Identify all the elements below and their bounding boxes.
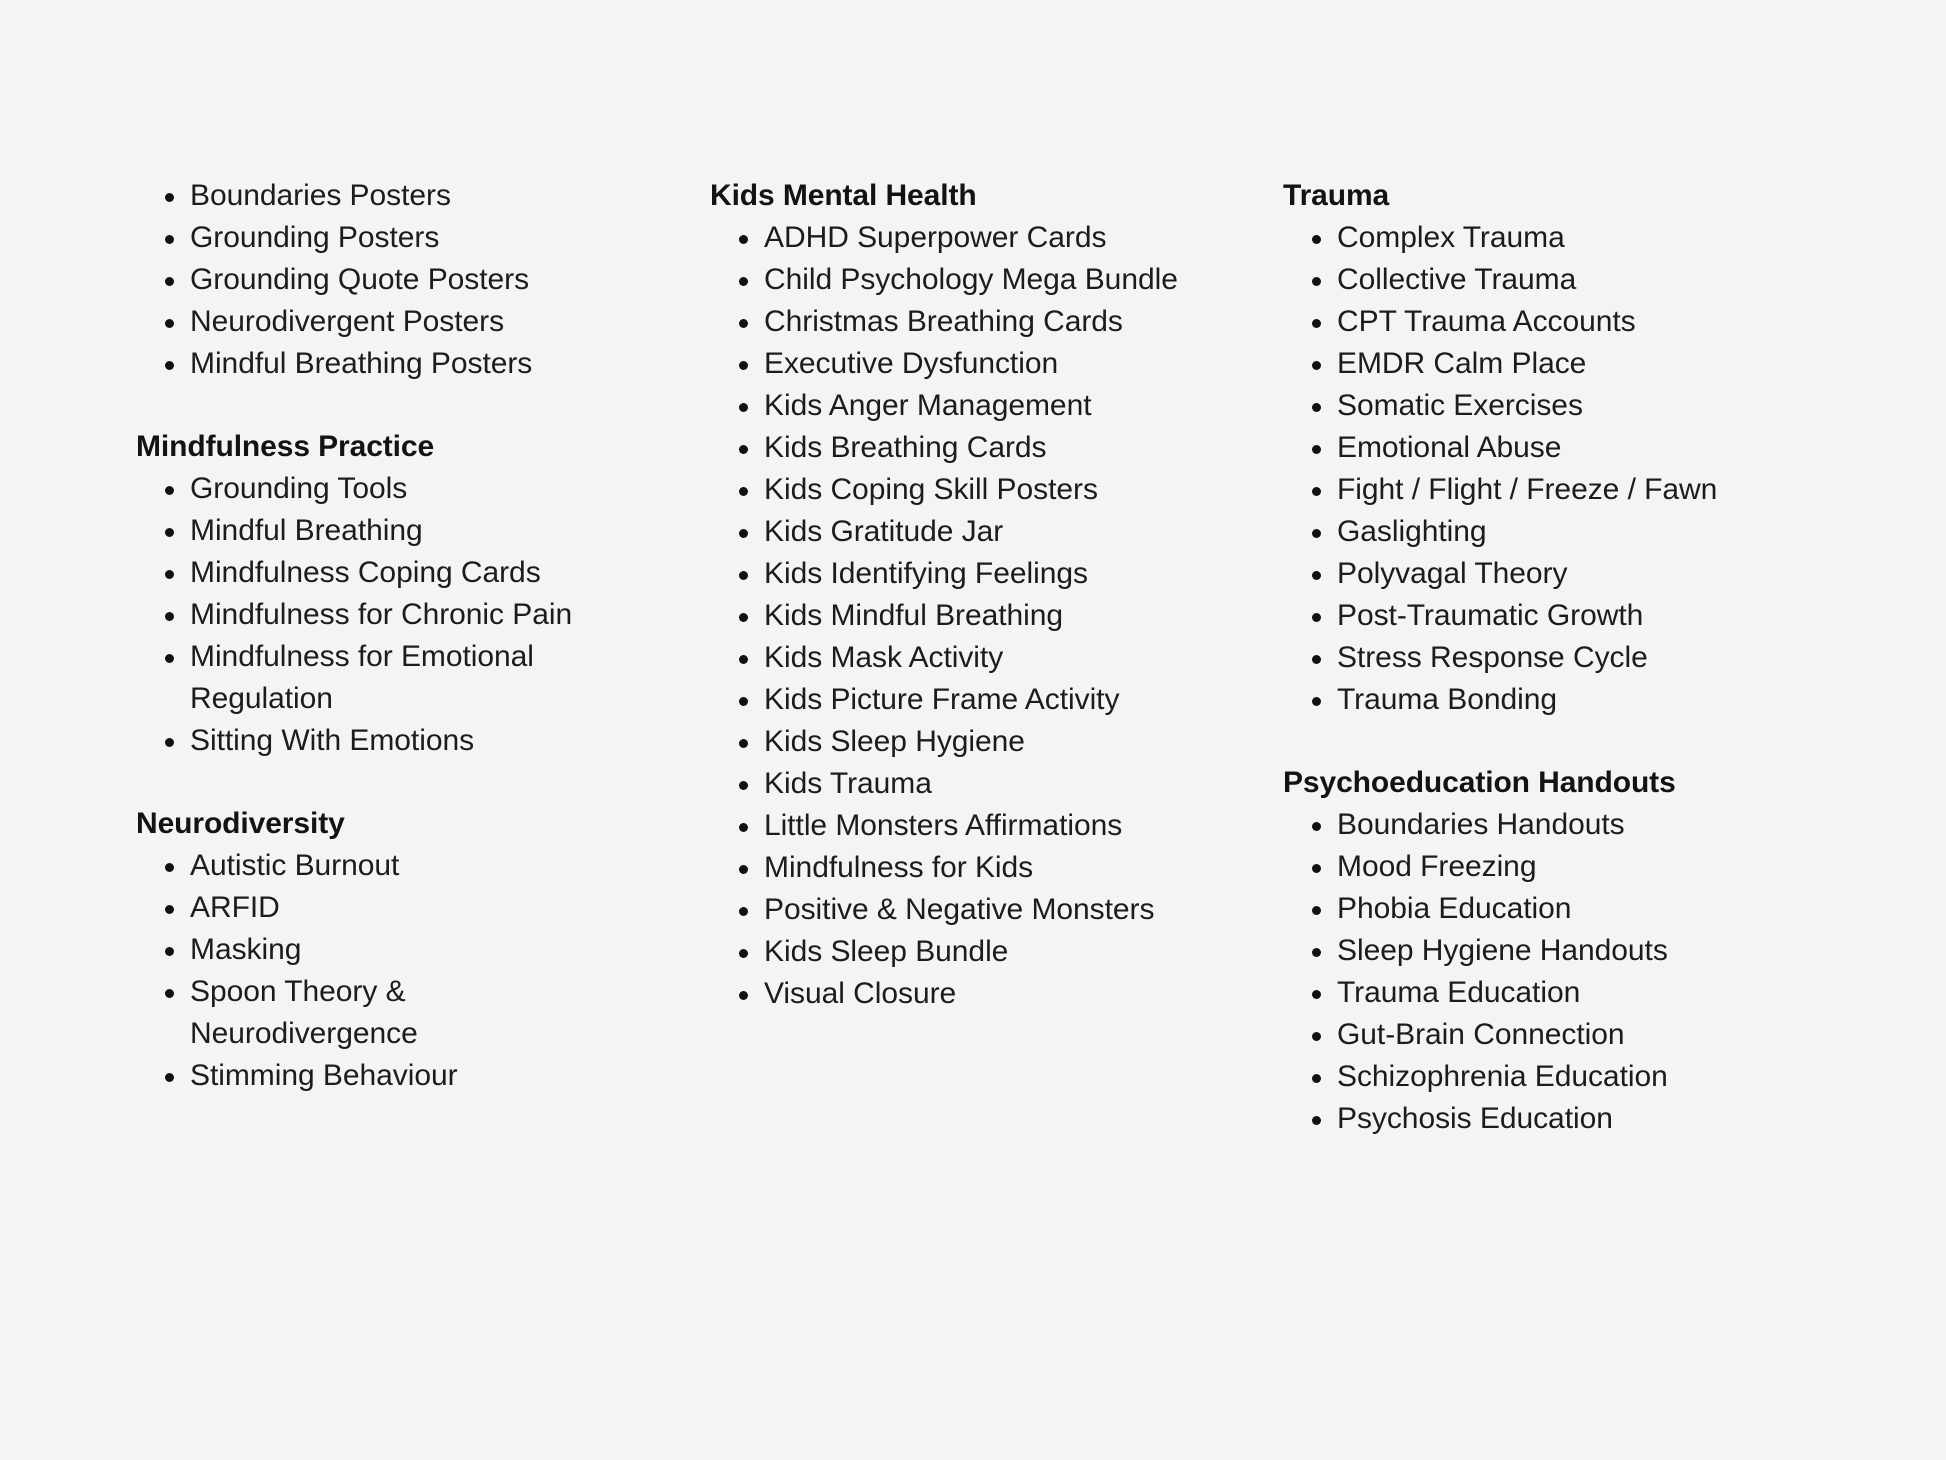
- list-item-label: Emotional Abuse: [1337, 431, 1562, 464]
- section-list: [136, 468, 606, 762]
- section-heading: Mindfulness Practice: [136, 430, 435, 463]
- list-item-label: ADHD Superpower Cards: [764, 221, 1107, 254]
- list-item-label: Kids Trauma: [764, 767, 932, 800]
- list-item[interactable]: [136, 887, 606, 929]
- bullet-icon: [1312, 319, 1321, 328]
- bullet-icon: [1312, 906, 1321, 915]
- list-item-label: Stimming Behaviour: [190, 1059, 458, 1092]
- list-item-label: Masking: [190, 933, 302, 966]
- section-list: [136, 175, 606, 385]
- bullet-icon: [165, 989, 174, 998]
- list-item[interactable]: [710, 595, 1210, 637]
- list-item-label: Grounding Quote Posters: [190, 263, 530, 296]
- list-item-label: Stress Response Cycle: [1337, 641, 1648, 674]
- list-item-label: ARFID: [190, 891, 280, 924]
- bullet-icon: [1312, 990, 1321, 999]
- list-item-label: Gaslighting: [1337, 515, 1487, 548]
- bullet-icon: [1312, 1116, 1321, 1125]
- list-item[interactable]: [1283, 1098, 1843, 1140]
- list-item[interactable]: [1283, 511, 1843, 553]
- list-item-label: Kids Breathing Cards: [764, 431, 1047, 464]
- catalog-section: [1283, 175, 1843, 721]
- list-item-label: Kids Anger Management: [764, 389, 1092, 422]
- list-item[interactable]: [710, 259, 1210, 301]
- list-item-label: Psychosis Education: [1337, 1102, 1613, 1135]
- list-item-label: Little Monsters Affirmations: [764, 809, 1123, 842]
- bullet-icon: [1312, 487, 1321, 496]
- list-item[interactable]: [136, 552, 606, 594]
- list-item[interactable]: [710, 763, 1210, 805]
- bullet-icon: [1312, 403, 1321, 412]
- list-item-label: Schizophrenia Education: [1337, 1060, 1668, 1093]
- list-item[interactable]: [1283, 427, 1843, 469]
- list-item[interactable]: [710, 385, 1210, 427]
- list-item[interactable]: [710, 427, 1210, 469]
- bullet-icon: [739, 613, 748, 622]
- list-item-label: Mindful Breathing Posters: [190, 347, 533, 380]
- list-item[interactable]: [710, 637, 1210, 679]
- list-item[interactable]: [1283, 259, 1843, 301]
- bullet-icon: [1312, 235, 1321, 244]
- list-item-label: Kids Mask Activity: [764, 641, 1004, 674]
- bullet-icon: [739, 529, 748, 538]
- list-item-label: Somatic Exercises: [1337, 389, 1583, 422]
- list-item-label: Phobia Education: [1337, 892, 1572, 925]
- bullet-icon: [739, 697, 748, 706]
- list-item[interactable]: [710, 553, 1210, 595]
- list-item-label: Mindfulness for Kids: [764, 851, 1034, 884]
- bullet-icon: [739, 445, 748, 454]
- catalog-section: [136, 426, 606, 762]
- list-item-label: Sitting With Emotions: [190, 724, 475, 757]
- catalog-section: [1283, 762, 1843, 1140]
- section-list: [1283, 804, 1843, 1140]
- bullet-icon: [739, 655, 748, 664]
- list-item-label: Positive & Negative Monsters: [764, 893, 1155, 926]
- bullet-icon: [1312, 655, 1321, 664]
- bullet-icon: [1312, 571, 1321, 580]
- bullet-icon: [739, 949, 748, 958]
- list-item-label: Executive Dysfunction: [764, 347, 1059, 380]
- list-item[interactable]: [710, 721, 1210, 763]
- section-heading: Trauma: [1283, 179, 1390, 212]
- list-item[interactable]: [136, 217, 606, 259]
- list-item[interactable]: [710, 469, 1210, 511]
- list-item[interactable]: [710, 805, 1210, 847]
- bullet-icon: [1312, 445, 1321, 454]
- list-item[interactable]: [1283, 637, 1843, 679]
- list-item[interactable]: [1283, 385, 1843, 427]
- column-1: [136, 175, 606, 1097]
- list-item-label: Trauma Education: [1337, 976, 1581, 1009]
- bullet-icon: [739, 781, 748, 790]
- list-item-label: Mindfulness for Emotional Regulation: [190, 640, 534, 715]
- list-item[interactable]: [1283, 595, 1843, 637]
- bullet-icon: [165, 486, 174, 495]
- list-item-label: Collective Trauma: [1337, 263, 1577, 296]
- list-item-label: CPT Trauma Accounts: [1337, 305, 1636, 338]
- bullet-icon: [739, 991, 748, 1000]
- list-item[interactable]: [136, 343, 606, 385]
- list-item-label: Mindfulness Coping Cards: [190, 556, 541, 589]
- list-item-label: Spoon Theory & Neurodivergence: [190, 975, 418, 1050]
- list-item[interactable]: [1283, 301, 1843, 343]
- list-item[interactable]: [1283, 804, 1843, 846]
- section-list: [136, 845, 606, 1097]
- bullet-icon: [739, 487, 748, 496]
- list-item-label: Kids Coping Skill Posters: [764, 473, 1098, 506]
- list-item-label: Kids Sleep Bundle: [764, 935, 1009, 968]
- bullet-icon: [165, 612, 174, 621]
- list-item[interactable]: [136, 594, 606, 636]
- bullet-icon: [1312, 864, 1321, 873]
- list-item[interactable]: [1283, 1014, 1843, 1056]
- list-item[interactable]: [136, 175, 606, 217]
- list-item[interactable]: [136, 929, 606, 971]
- list-item[interactable]: [710, 301, 1210, 343]
- bullet-icon: [739, 277, 748, 286]
- list-item-label: Grounding Tools: [190, 472, 408, 505]
- list-item-label: Kids Picture Frame Activity: [764, 683, 1120, 716]
- list-item-label: Christmas Breathing Cards: [764, 305, 1123, 338]
- list-item-label: Fight / Flight / Freeze / Fawn: [1337, 473, 1718, 506]
- list-item-label: Gut-Brain Connection: [1337, 1018, 1625, 1051]
- list-item[interactable]: [1283, 553, 1843, 595]
- list-item[interactable]: [136, 468, 606, 510]
- bullet-icon: [1312, 822, 1321, 831]
- list-item[interactable]: [136, 301, 606, 343]
- bullet-icon: [739, 907, 748, 916]
- list-item[interactable]: [710, 679, 1210, 721]
- bullet-icon: [165, 947, 174, 956]
- list-item[interactable]: [710, 931, 1210, 973]
- bullet-icon: [165, 863, 174, 872]
- list-item[interactable]: [136, 720, 606, 762]
- bullet-icon: [1312, 361, 1321, 370]
- list-item[interactable]: [136, 845, 606, 887]
- list-item-label: Child Psychology Mega Bundle: [764, 263, 1178, 296]
- list-item[interactable]: [710, 343, 1210, 385]
- list-item[interactable]: [1283, 1056, 1843, 1098]
- section-list: [710, 217, 1210, 1015]
- list-item[interactable]: [1283, 343, 1843, 385]
- list-item[interactable]: [1283, 469, 1843, 511]
- catalog-section: [710, 175, 1210, 1015]
- list-item-label: Neurodivergent Posters: [190, 305, 505, 338]
- bullet-icon: [739, 319, 748, 328]
- list-item[interactable]: [710, 511, 1210, 553]
- list-item[interactable]: [1283, 217, 1843, 259]
- catalog-columns: [0, 175, 1946, 1375]
- list-item[interactable]: [1283, 972, 1843, 1014]
- bullet-icon: [739, 823, 748, 832]
- list-item[interactable]: [1283, 930, 1843, 972]
- list-item-label: Mindful Breathing: [190, 514, 423, 547]
- list-item[interactable]: [1283, 846, 1843, 888]
- catalog-section: [136, 175, 606, 385]
- list-item-label: Kids Mindful Breathing: [764, 599, 1064, 632]
- bullet-icon: [739, 235, 748, 244]
- list-item-label: Mindfulness for Chronic Pain: [190, 598, 573, 631]
- list-item[interactable]: [136, 1055, 606, 1097]
- list-item[interactable]: [136, 510, 606, 552]
- list-item-label: Kids Gratitude Jar: [764, 515, 1004, 548]
- list-item[interactable]: [1283, 888, 1843, 930]
- bullet-icon: [165, 235, 174, 244]
- bullet-icon: [739, 739, 748, 748]
- bullet-icon: [165, 570, 174, 579]
- catalog-section: [136, 803, 606, 1097]
- list-item[interactable]: [710, 847, 1210, 889]
- bullet-icon: [1312, 613, 1321, 622]
- list-item[interactable]: [136, 259, 606, 301]
- list-item-label: Kids Sleep Hygiene: [764, 725, 1025, 758]
- list-item-label: Mood Freezing: [1337, 850, 1537, 883]
- bullet-icon: [165, 738, 174, 747]
- bullet-icon: [165, 654, 174, 663]
- bullet-icon: [1312, 277, 1321, 286]
- bullet-icon: [165, 277, 174, 286]
- bullet-icon: [739, 361, 748, 370]
- list-item[interactable]: [136, 971, 606, 1055]
- column-2: [710, 175, 1210, 1015]
- bullet-icon: [1312, 948, 1321, 957]
- bullet-icon: [1312, 1074, 1321, 1083]
- bullet-icon: [739, 865, 748, 874]
- bullet-icon: [1312, 529, 1321, 538]
- bullet-icon: [165, 319, 174, 328]
- list-item-label: Boundaries Posters: [190, 179, 451, 212]
- list-item-label: Visual Closure: [764, 977, 957, 1010]
- bullet-icon: [1312, 1032, 1321, 1041]
- list-item-label: Sleep Hygiene Handouts: [1337, 934, 1668, 967]
- list-item-label: Grounding Posters: [190, 221, 440, 254]
- list-item-label: Post-Traumatic Growth: [1337, 599, 1644, 632]
- bullet-icon: [165, 905, 174, 914]
- list-item-label: EMDR Calm Place: [1337, 347, 1587, 380]
- list-item-label: Trauma Bonding: [1337, 683, 1557, 716]
- list-item-label: Boundaries Handouts: [1337, 808, 1625, 841]
- list-item[interactable]: [710, 973, 1210, 1015]
- bullet-icon: [739, 571, 748, 580]
- list-item-label: Polyvagal Theory: [1337, 557, 1568, 590]
- list-item[interactable]: [136, 636, 606, 720]
- section-heading: Neurodiversity: [136, 807, 345, 840]
- list-item-label: Complex Trauma: [1337, 221, 1565, 254]
- bullet-icon: [739, 403, 748, 412]
- list-item[interactable]: [1283, 679, 1843, 721]
- list-item-label: Kids Identifying Feelings: [764, 557, 1088, 590]
- section-list: [1283, 217, 1843, 721]
- bullet-icon: [165, 1073, 174, 1082]
- section-heading: Psychoeducation Handouts: [1283, 766, 1676, 799]
- bullet-icon: [165, 193, 174, 202]
- bullet-icon: [165, 361, 174, 370]
- list-item[interactable]: [710, 217, 1210, 259]
- bullet-icon: [165, 528, 174, 537]
- column-3: [1283, 175, 1843, 1140]
- section-heading: Kids Mental Health: [710, 179, 977, 212]
- list-item-label: Autistic Burnout: [190, 849, 400, 882]
- list-item[interactable]: [710, 889, 1210, 931]
- bullet-icon: [1312, 697, 1321, 706]
